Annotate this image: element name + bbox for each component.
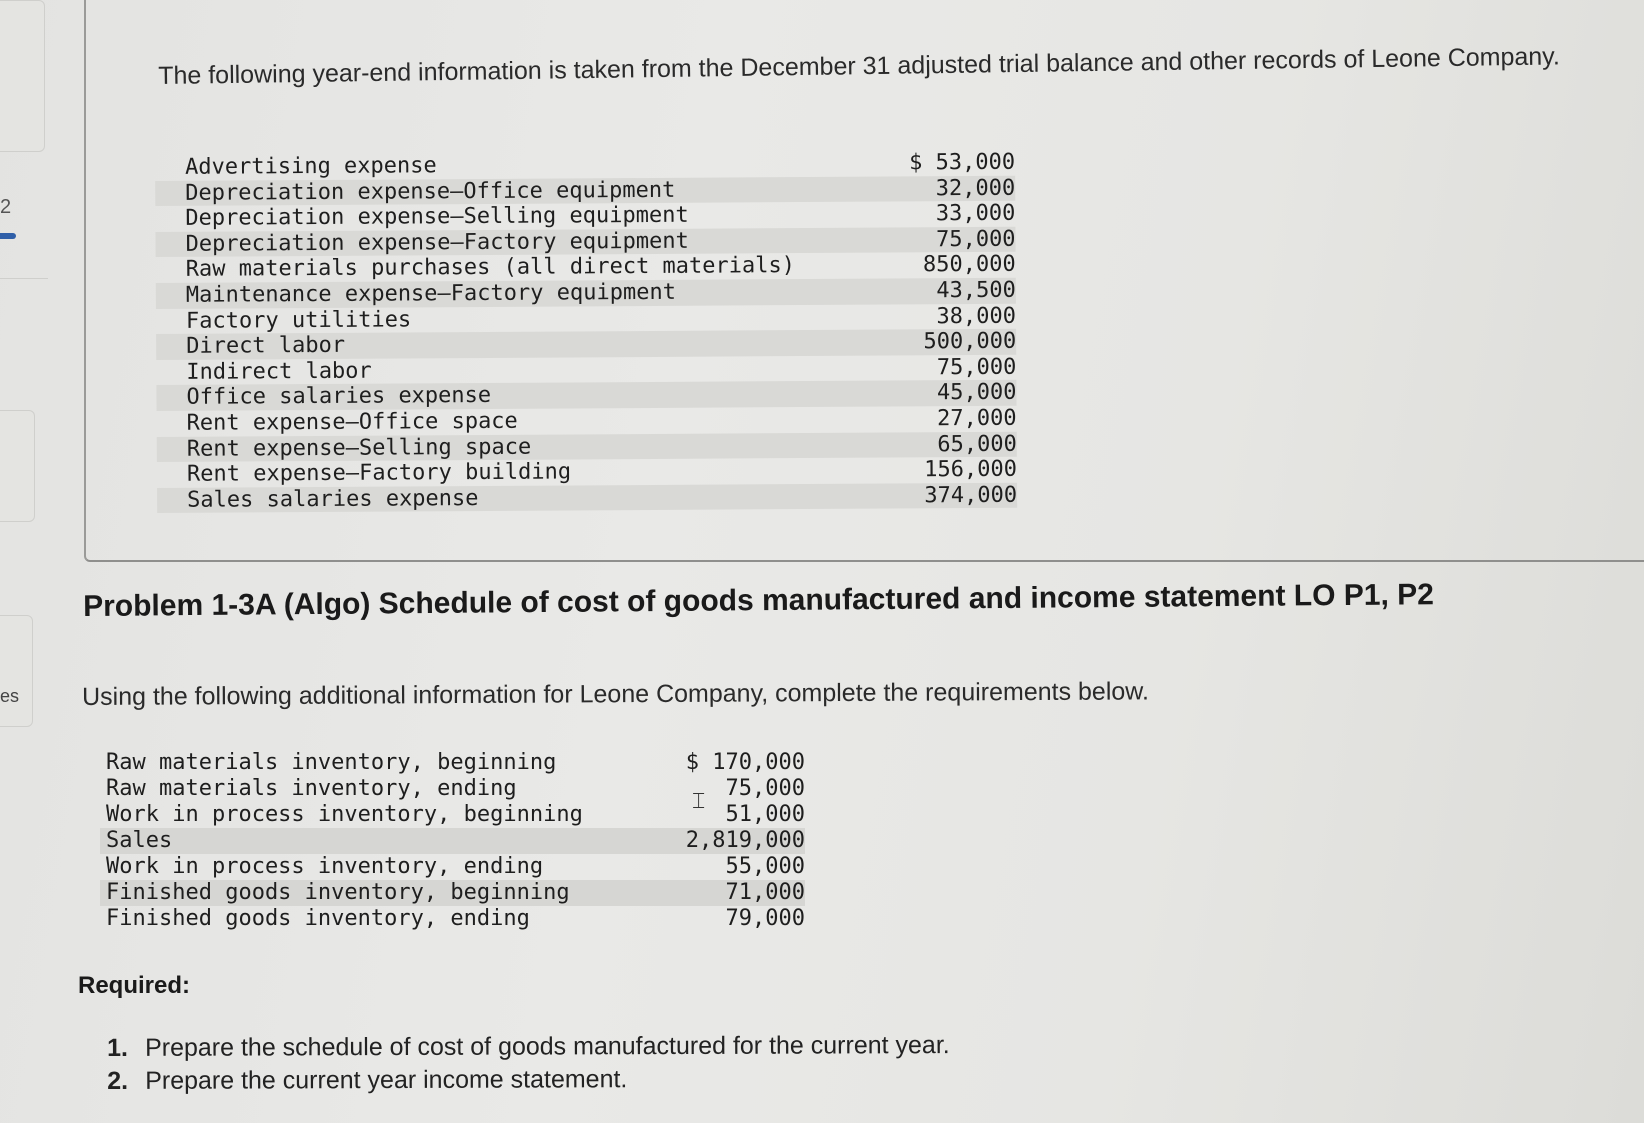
nav-tab-mid[interactable] — [0, 410, 35, 522]
table-row: Indirect labor 75,000 — [186, 354, 1017, 385]
table-row: Raw materials purchases (all direct materials) 850,000 — [185, 252, 1016, 283]
instructions-text: Using the following additional information for Leone Company, complete the requirements below. — [82, 677, 1149, 711]
table-row: Raw materials inventory, ending 75,000 — [106, 776, 805, 801]
table-row: Rent expense—Factory building 156,000 — [186, 456, 1018, 487]
trial-balance-table — [155, 150, 1017, 514]
table-row: Rent expense—Selling space 65,000 — [157, 431, 1017, 462]
required-heading: Required: — [78, 972, 191, 999]
table-row: Office salaries expense 45,000 — [156, 380, 1016, 411]
table-row: Direct labor 500,000 — [156, 329, 1016, 360]
references-label[interactable]: es — [0, 686, 20, 706]
table-row: Work in process inventory, ending 55,000 — [106, 854, 805, 879]
nav-tab-previous[interactable] — [0, 0, 45, 152]
table-row: Finished goods inventory, beginning 71,000 — [100, 880, 805, 906]
table-row: Raw materials inventory, beginning $ 170,000 — [106, 750, 805, 775]
table-row: Work in process inventory, beginning 51,000 — [106, 802, 805, 827]
table-row: Maintenance expense—Factory equipment 43,500 — [156, 278, 1016, 309]
table-row: Depreciation expense—Factory equipment 75,000 — [155, 227, 1015, 258]
table-row: Depreciation expense—Office equipment 32,000 — [155, 175, 1015, 206]
divider — [0, 278, 48, 279]
text-cursor-icon: ⌶ — [692, 788, 706, 813]
table-row: Rent expense—Office space 27,000 — [186, 405, 1017, 436]
table-row: Sales salaries expense 374,000 — [157, 482, 1017, 513]
table-row: Depreciation expense—Selling equipment 33,000 — [185, 200, 1016, 232]
list-item: 1. Prepare the schedule of cost of goods manufactured for the current year. — [107, 1031, 950, 1062]
progress-indicator — [0, 233, 16, 239]
table-row: Factory utilities 38,000 — [185, 303, 1017, 334]
list-item: 2. Prepare the current year income statement. — [107, 1065, 628, 1095]
nav-tab-references[interactable] — [0, 615, 33, 727]
requirements-list — [107, 1029, 950, 1098]
additional-info-table — [100, 750, 805, 932]
table-row: Advertising expense $ 53,000 — [184, 149, 1016, 180]
table-row: Sales 2,819,000 — [100, 828, 805, 854]
problem-title: Problem 1-3A (Algo) Schedule of cost of goods manufactured and income statement LO P1, P2 — [83, 578, 1435, 623]
intro-text: The following year-end information is taken from the December 31 adjusted trial balance and other records of Leone Company. — [158, 42, 1560, 90]
left-navigation-strip — [0, 0, 50, 1123]
table-row: Finished goods inventory, ending 79,000 — [106, 906, 805, 931]
question-number[interactable]: 2 — [0, 196, 12, 218]
